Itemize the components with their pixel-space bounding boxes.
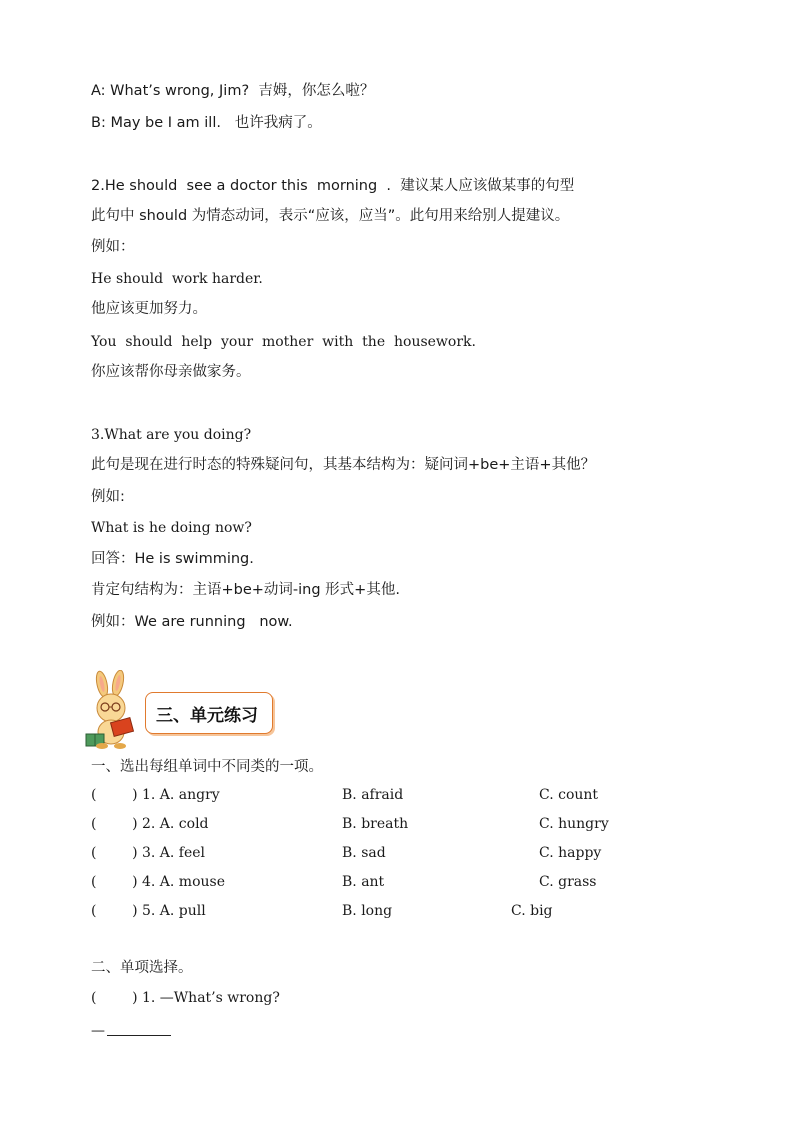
option-b: B. long	[342, 903, 393, 919]
question-row	[91, 901, 711, 921]
example-sentence: He should work harder.	[91, 271, 263, 287]
example-sentence: You should help your mother with the housework.	[91, 334, 476, 350]
example-answer: 回答：He is swimming.	[91, 551, 254, 567]
part-2-heading: 二、单项选择。	[91, 960, 193, 976]
point-3-heading: 3.What are you doing?	[91, 427, 252, 443]
section-title-box	[145, 692, 273, 734]
example-sentence: 例如：We are running now.	[91, 614, 293, 630]
option-c: C. count	[539, 787, 599, 803]
option-c: C. happy	[539, 845, 602, 861]
option-c: C. hungry	[539, 816, 609, 832]
example-sentence: What is he doing now?	[91, 520, 252, 536]
question-1: ( ) 1. —What’s wrong?	[91, 990, 280, 1006]
point-2-heading: 2.He should see a doctor this morning . 建议某人应该做某事的句型	[91, 178, 575, 194]
question-row	[91, 872, 711, 892]
example-label: 例如:	[91, 489, 125, 505]
question-a: ( ) 5. A. pull	[91, 903, 206, 919]
option-b: B. ant	[342, 874, 385, 890]
option-c: C. big	[511, 903, 553, 919]
example-translation: 他应该更加努力。	[91, 301, 207, 317]
example-label: 例如：	[91, 239, 135, 255]
line-dialogue-a: A: What’s wrong, Jim? 吉姆，你怎么啦？	[91, 83, 375, 99]
rabbit-reading-icon	[84, 670, 146, 750]
example-translation: 你应该帮你母亲做家务。	[91, 364, 251, 380]
question-a: ( ) 4. A. mouse	[91, 874, 225, 890]
question-row	[91, 843, 711, 863]
question-a: ( ) 1. A. angry	[91, 787, 220, 803]
question-row	[91, 785, 711, 805]
section-title: 三、单元练习	[156, 706, 258, 726]
point-2-explanation: 此句中 should 为情态动词，表示“应该，应当”。此句用来给别人提建议。	[91, 208, 570, 224]
answer-blank[interactable]	[107, 1035, 171, 1036]
answer-dash: —	[91, 1023, 105, 1039]
point-3-explanation: 此句是现在进行时态的特殊疑问句，其基本结构为：疑问词+be+主语+其他？	[91, 457, 596, 473]
option-b: B. sad	[342, 845, 386, 861]
part-1-heading: 一、选出每组单词中不同类的一项。	[91, 759, 323, 775]
question-a: ( ) 2. A. cold	[91, 816, 209, 832]
option-c: C. grass	[539, 874, 597, 890]
line-dialogue-b: B: May be I am ill. 也许我病了。	[91, 115, 322, 131]
option-b: B. breath	[342, 816, 409, 832]
option-b: B. afraid	[342, 787, 404, 803]
section-header	[84, 670, 284, 750]
question-a: ( ) 3. A. feel	[91, 845, 206, 861]
question-row	[91, 814, 711, 834]
structure-note: 肯定句结构为：主语+be+动词-ing 形式+其他.	[91, 582, 400, 598]
